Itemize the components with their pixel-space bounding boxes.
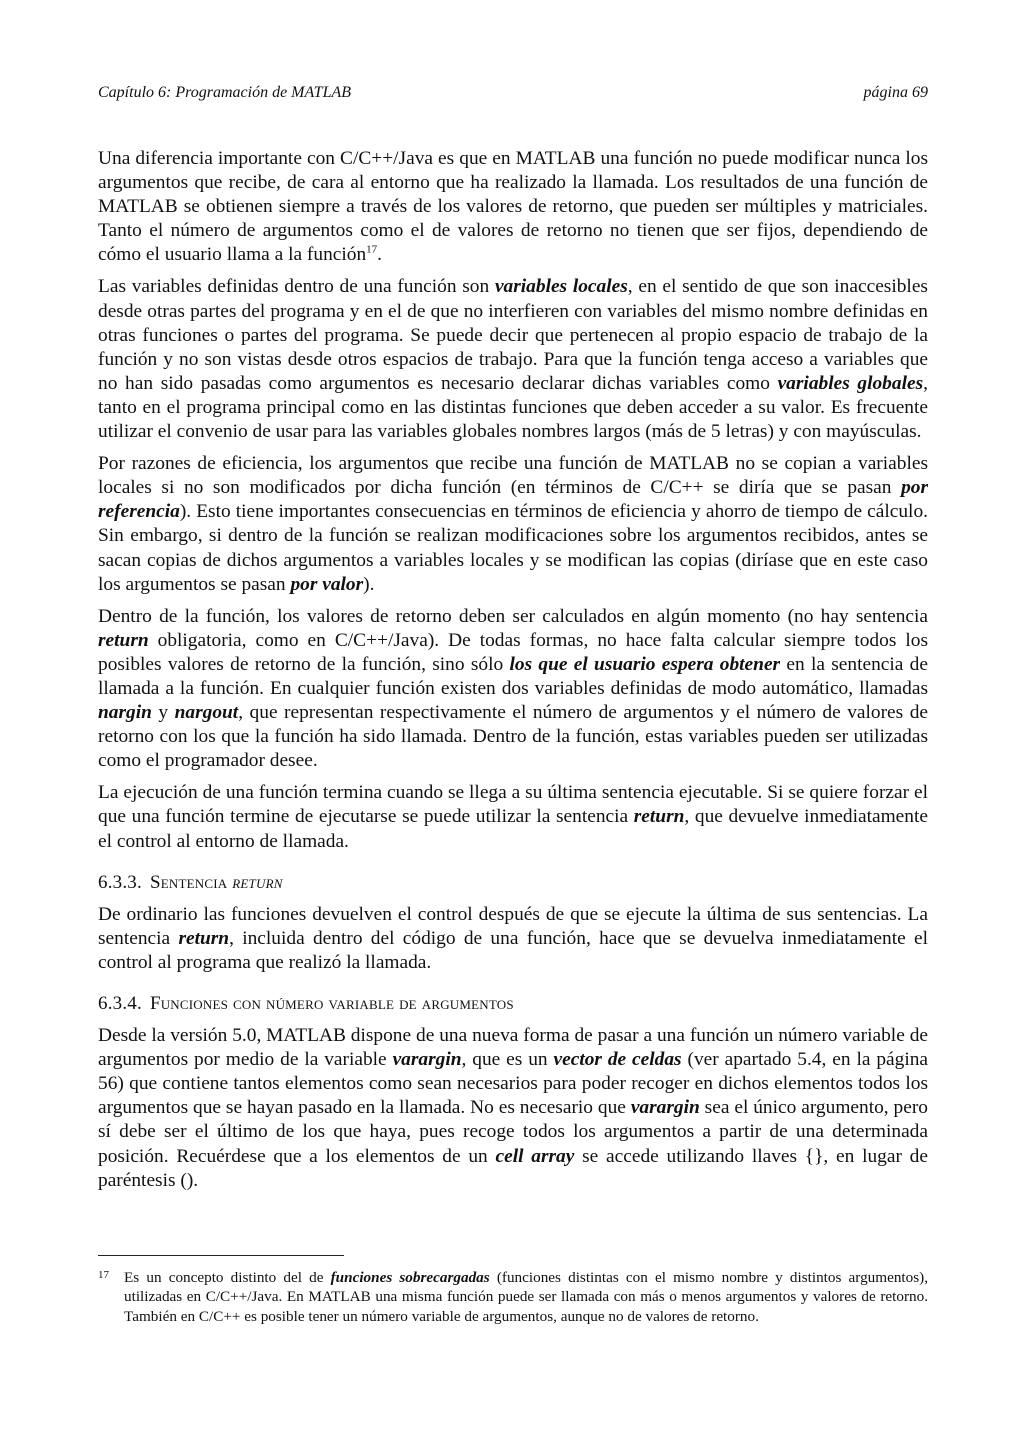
text-run: ). Esto tiene importantes consecuencias en términos de eficiencia y ahorro de tiempo de cálculo. Sin embargo, si dentro de la función se realizan modificaciones sobre los argumentos recibidos, antes se sacan copias de dichos argumentos a variables locales y se modifican las copias (diríase que en este caso los argumentos se pasan	[98, 501, 928, 595]
emphasized-term: nargout	[174, 702, 239, 724]
chapter-title: Capítulo 6: Programación de MATLAB	[98, 84, 352, 101]
body-text	[98, 147, 928, 1201]
text-run: De ordinario las funciones devuelven el control después de que se ejecute la última de sus sentencias. La sentencia	[98, 903, 928, 949]
section-title-italic: return	[232, 871, 283, 893]
text-run: ).	[363, 573, 375, 595]
text-run: y	[151, 702, 175, 724]
section-number: 6.3.3.	[98, 871, 142, 893]
footnote-mark: 17	[98, 1269, 109, 1281]
text-run: (ver apartado 5.4, en la página 56) que contiene tantos elementos como sean necesarios para poder recoger en dichos elementos todos los argumentos que se hayan pasado en la llamada. No es necesario que	[98, 1049, 929, 1119]
section-heading-return	[98, 871, 928, 895]
paragraph	[98, 452, 928, 597]
emphasized-term: variables globales	[777, 372, 924, 394]
text-run: sea el único argumento, pero sí debe ser el último de los que haya, pues recoge todos los argumentos a partir de una determinada posición. Recuérdese que a los elementos de un	[98, 1097, 928, 1167]
text-run: , que es un	[461, 1049, 554, 1071]
paragraph	[98, 1024, 928, 1193]
paragraph	[98, 781, 928, 853]
emphasized-term: varargin	[630, 1097, 700, 1119]
text-run: (funciones distintas con el mismo nombre y distintos argumentos), utilizadas en C/C++/Java. En MATLAB una misma función puede ser llamada con más o menos argumentos y valores de retorno. También en C/C++ es posible tener un número variable de argumentos, aunque no de valores de retorno.	[124, 1269, 928, 1325]
footnote-reference: 17	[366, 243, 378, 256]
section-title: Funciones con número variable de argumentos	[149, 993, 514, 1014]
emphasized-term: funciones sobrecargadas	[330, 1269, 490, 1286]
emphasized-term: variables locales	[494, 276, 628, 298]
emphasized-term: return	[98, 629, 149, 651]
text-run: Es un concepto distinto del de	[124, 1269, 331, 1286]
footnote-divider	[98, 1255, 344, 1256]
paragraph	[98, 275, 928, 444]
emphasized-term: vector de celdas	[553, 1049, 682, 1071]
emphasized-term: cell array	[495, 1145, 575, 1167]
emphasized-term: return	[633, 806, 685, 828]
text-run: se accede utilizando llaves {}, en lugar de paréntesis ().	[98, 1145, 928, 1191]
footnote	[98, 1268, 928, 1326]
running-header	[98, 84, 928, 102]
paragraph	[98, 147, 928, 267]
paragraph	[98, 605, 928, 774]
emphasized-term: los que el usuario espera obtener	[509, 653, 781, 675]
text-run: .	[377, 244, 383, 266]
text-run: en la sentencia de llamada a la función. En cualquier función existen dos variables definidas de modo automático, llamadas	[98, 653, 928, 699]
text-run: , en el sentido de que son inaccesibles desde otras partes del programa y en el de que no interfieren con variables del mismo nombre definidas en otras funciones o partes del programa. Se puede decir que pertenecen al propio espacio de trabajo de la función y no son vistas desde otros espacios de trabajo. Para que la función tenga acceso a variables que no han sido pasadas como argumentos es necesario declarar dichas variables como	[98, 276, 928, 394]
page-number: página 69	[863, 84, 928, 101]
section-title: Sentencia	[149, 871, 233, 893]
text-run: obligatoria, como en C/C++/Java). De todas formas, no hace falta calcular siempre todos los posibles valores de retorno de la función, sino sólo	[98, 629, 928, 675]
text-run: Desde la versión 5.0, MATLAB dispone de una nueva forma de pasar a una función un número variable de argumentos por medio de la variable	[98, 1025, 928, 1071]
text-run: Dentro de la función, los valores de retorno deben ser calculados en algún momento (no hay sentencia	[98, 605, 928, 627]
text-run: Las variables definidas dentro de una función son	[98, 276, 495, 298]
section-heading-varargs	[98, 992, 928, 1016]
emphasized-term: varargin	[392, 1049, 462, 1071]
paragraph	[98, 903, 928, 975]
emphasized-term: por valor	[290, 573, 364, 595]
text-run: Por razones de eficiencia, los argumentos que recibe una función de MATLAB no se copian a variables locales si no son modificados por dicha función (en términos de C/C++ se diría que se pasan	[98, 453, 928, 499]
text-run: La ejecución de una función termina cuando se llega a su última sentencia ejecutable. Si se quiere forzar el que una función termine de ejecutarse se puede utilizar la sentencia	[98, 782, 928, 828]
footnote-text	[124, 1268, 928, 1326]
emphasized-term: nargin	[98, 702, 152, 724]
section-number: 6.3.4.	[98, 993, 142, 1014]
text-run: , tanto en el programa principal como en las distintas funciones que deben acceder a su valor. Es frecuente utilizar el convenio de usar para las variables globales nombres largos (más de 5 letras) y con mayúsculas.	[98, 372, 928, 443]
text-run: , incluida dentro del código de una función, hace que se devuelva inmediatamente el control al programa que realizó la llamada.	[98, 927, 928, 973]
text-run: , que representan respectivamente el número de argumentos y el número de valores de retorno con los que la función ha sido llamada. Dentro de la función, estas variables pueden ser utilizadas como el programador desee.	[98, 702, 929, 772]
text-run: Una diferencia importante con C/C++/Java es que en MATLAB una función no puede modificar nunca los argumentos que recibe, de cara al entorno que ha realizado la llamada. Los resultados de una función de MATLAB se obtienen siempre a través de los valores de retorno, que pueden ser múltiples y matriciales. Tanto el número de argumentos como el de valores de retorno no tienen que ser fijos, dependiendo de cómo el usuario llama a la función	[98, 148, 928, 266]
emphasized-term: return	[178, 927, 230, 949]
emphasized-term: por referencia	[98, 477, 928, 523]
text-run: , que devuelve inmediatamente el control al entorno de llamada.	[98, 806, 928, 852]
